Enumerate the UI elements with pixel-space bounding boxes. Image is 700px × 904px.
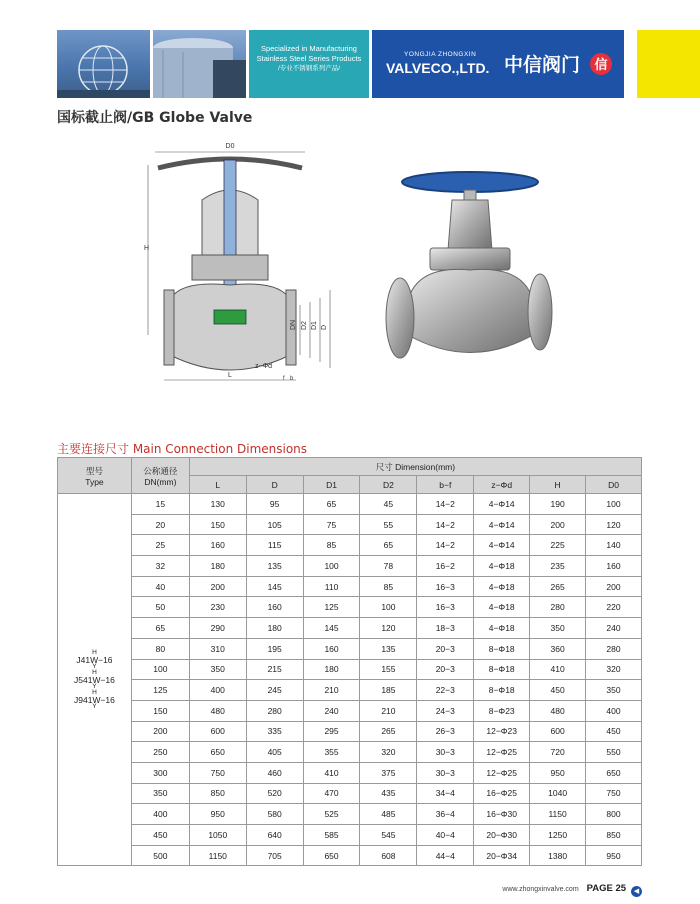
- dimension-cell: 950: [530, 762, 586, 783]
- dimension-cell: 950: [586, 845, 642, 866]
- table-row: [58, 597, 642, 618]
- dimension-cell: 130: [189, 494, 246, 515]
- dimension-cell: 135: [246, 556, 303, 577]
- table-row: [58, 804, 642, 825]
- dn-cell: 400: [131, 804, 189, 825]
- dimension-cell: 16−3: [417, 576, 474, 597]
- dimension-cell: 650: [303, 845, 360, 866]
- bonnet-shape: [192, 255, 268, 280]
- dimension-cell: 16−Φ25: [474, 783, 530, 804]
- h-label: H: [144, 245, 150, 252]
- page-title: 国标截止阀/GB Globe Valve: [57, 110, 253, 126]
- dimension-cell: 240: [586, 618, 642, 639]
- steel-tanks-image: [153, 30, 246, 98]
- dimension-cell: 100: [360, 597, 417, 618]
- dimension-cell: 640: [246, 825, 303, 846]
- table-row: [58, 845, 642, 866]
- d2-label: D2: [301, 321, 308, 330]
- table-row: [58, 680, 642, 701]
- dimension-cell: 600: [530, 721, 586, 742]
- type-sub-y: Y: [92, 702, 97, 710]
- dimension-cell: 180: [303, 659, 360, 680]
- dimension-cell: 460: [246, 762, 303, 783]
- header-photo-tanks: [153, 30, 246, 98]
- dimension-cell: 720: [530, 742, 586, 763]
- dimension-cell: 150: [189, 514, 246, 535]
- type-sub-h: H: [92, 688, 97, 696]
- table-row: [58, 535, 642, 556]
- type-cell: [58, 494, 132, 866]
- dimension-cell: 585: [303, 825, 360, 846]
- dimension-cell: 45: [360, 494, 417, 515]
- dimension-cell: 4−Φ14: [474, 494, 530, 515]
- dimension-cell: 180: [246, 618, 303, 639]
- tagline-line2: Stainless Steel Series Products: [256, 54, 362, 63]
- tagline-cn: /专业不锈钢系列产品/: [277, 65, 341, 72]
- dimension-cell: 225: [530, 535, 586, 556]
- dimension-cell: 110: [303, 576, 360, 597]
- header-type: [58, 458, 132, 494]
- table-row: [58, 618, 642, 639]
- dimension-cell: 4−Φ18: [474, 618, 530, 639]
- dimension-cell: 40−4: [417, 825, 474, 846]
- dimension-cell: 8−Φ18: [474, 638, 530, 659]
- globe-sculpture-image: [57, 30, 150, 98]
- dimension-cell: 410: [303, 762, 360, 783]
- dimension-cell: 210: [303, 680, 360, 701]
- header-type-cn: 型号: [85, 465, 103, 476]
- dimension-cell: 120: [586, 514, 642, 535]
- body-shape: [170, 284, 290, 370]
- dimension-cell: 18−3: [417, 618, 474, 639]
- dimension-cell: 245: [246, 680, 303, 701]
- brand-cn: 中信阀门: [504, 54, 581, 76]
- dn-cell: 450: [131, 825, 189, 846]
- dimension-cell: 215: [246, 659, 303, 680]
- dimension-cell: 155: [360, 659, 417, 680]
- dimension-cell: 525: [303, 804, 360, 825]
- dimension-cell: 16−3: [417, 597, 474, 618]
- dimension-cell: 1380: [530, 845, 586, 866]
- dimension-cell: 850: [586, 825, 642, 846]
- dimension-cell: 320: [360, 742, 417, 763]
- zd-label: z−Φd: [255, 363, 273, 370]
- dimension-cell: 26−3: [417, 721, 474, 742]
- dimension-cell: 800: [586, 804, 642, 825]
- brand-box: [372, 30, 624, 98]
- left-flange: [164, 290, 174, 365]
- photo-body: [408, 269, 533, 352]
- tagline-line1: Specialized in Manufacturing: [261, 44, 357, 53]
- dimension-cell: 1150: [530, 804, 586, 825]
- dimension-cell: 160: [189, 535, 246, 556]
- type-model: J941W−16: [74, 694, 115, 705]
- dimension-cell: 14−2: [417, 535, 474, 556]
- type-sub-h: H: [92, 668, 97, 676]
- dimension-cell: 22−3: [417, 680, 474, 701]
- dn-cell: 50: [131, 597, 189, 618]
- dimension-cell: 400: [586, 700, 642, 721]
- header-dn: [131, 458, 189, 494]
- dimension-cell: 280: [246, 700, 303, 721]
- header-col-bf: b−f: [417, 476, 474, 494]
- logo-glyph: 信: [594, 58, 608, 73]
- dimension-cell: 185: [360, 680, 417, 701]
- table-row: [58, 721, 642, 742]
- dimension-cell: 85: [360, 576, 417, 597]
- dn-cell: 20: [131, 514, 189, 535]
- dn-cell: 65: [131, 618, 189, 639]
- dn-cell: 25: [131, 535, 189, 556]
- dimension-cell: 4−Φ18: [474, 576, 530, 597]
- brand-name: VALVECO.,LTD.: [386, 60, 490, 76]
- dimension-cell: 145: [303, 618, 360, 639]
- d-label: D: [321, 324, 328, 330]
- dimension-cell: 750: [586, 783, 642, 804]
- dimension-cell: 200: [530, 514, 586, 535]
- dimension-cell: 14−2: [417, 514, 474, 535]
- dimension-cell: 210: [360, 700, 417, 721]
- dimension-cell: 75: [303, 514, 360, 535]
- dimension-cell: 24−3: [417, 700, 474, 721]
- dimension-cell: 1040: [530, 783, 586, 804]
- table-row: [58, 659, 642, 680]
- dimension-cell: 1250: [530, 825, 586, 846]
- dimension-cell: 230: [189, 597, 246, 618]
- dimension-cell: 14−2: [417, 494, 474, 515]
- dn-cell: 80: [131, 638, 189, 659]
- dimension-cell: 4−Φ14: [474, 535, 530, 556]
- table-row: [58, 783, 642, 804]
- dimension-cell: 30−3: [417, 742, 474, 763]
- type-sub-y: Y: [92, 662, 97, 670]
- dimension-table: [57, 457, 642, 866]
- dimension-cell: 750: [189, 762, 246, 783]
- dimension-cell: 295: [303, 721, 360, 742]
- dimension-cell: 160: [586, 556, 642, 577]
- dn-cell: 250: [131, 742, 189, 763]
- dimension-cell: 265: [530, 576, 586, 597]
- dimension-cell: 350: [189, 659, 246, 680]
- l-label: L: [228, 372, 232, 379]
- dimension-cell: 580: [246, 804, 303, 825]
- dimension-cell: 195: [246, 638, 303, 659]
- disc-shape: [214, 310, 246, 324]
- dimension-cell: 600: [189, 721, 246, 742]
- dn-cell: 150: [131, 700, 189, 721]
- dimension-cell: 100: [303, 556, 360, 577]
- type-sub-y: Y: [92, 682, 97, 690]
- dimension-cell: 160: [246, 597, 303, 618]
- dimension-cell: 4−Φ18: [474, 556, 530, 577]
- header-col-d0: D0: [586, 476, 642, 494]
- dimension-cell: 410: [530, 659, 586, 680]
- dimension-cell: 135: [360, 638, 417, 659]
- dimension-cell: 520: [246, 783, 303, 804]
- dimension-cell: 1150: [189, 845, 246, 866]
- header-type-en: Type: [85, 476, 104, 487]
- dimension-cell: 435: [360, 783, 417, 804]
- dimension-cell: 400: [189, 680, 246, 701]
- dimension-cell: 650: [189, 742, 246, 763]
- dimension-cell: 190: [530, 494, 586, 515]
- dimension-cell: 85: [303, 535, 360, 556]
- header-tagline-box: [249, 30, 369, 98]
- dimension-cell: 20−Φ34: [474, 845, 530, 866]
- dn-cell: 500: [131, 845, 189, 866]
- blue-handwheel: [402, 172, 538, 192]
- dimension-cell: 608: [360, 845, 417, 866]
- dimension-cell: 8−Φ18: [474, 680, 530, 701]
- dimension-cell: 220: [586, 597, 642, 618]
- dimension-cell: 95: [246, 494, 303, 515]
- dimension-cell: 235: [530, 556, 586, 577]
- dn-cell: 200: [131, 721, 189, 742]
- dimension-cell: 8−Φ18: [474, 659, 530, 680]
- prev-page-arrow-icon[interactable]: ◀: [631, 886, 642, 897]
- dimension-cell: 65: [360, 535, 417, 556]
- dimension-cell: 405: [246, 742, 303, 763]
- d1-label: D1: [311, 321, 318, 330]
- dimension-cell: 44−4: [417, 845, 474, 866]
- photo-left-flange: [386, 278, 414, 358]
- d0-label: D0: [225, 143, 235, 150]
- header-col-d1: D1: [303, 476, 360, 494]
- dn-cell: 350: [131, 783, 189, 804]
- dimension-cell: 105: [246, 514, 303, 535]
- dimension-cell: 290: [189, 618, 246, 639]
- table-body: [58, 494, 642, 866]
- dimension-cell: 545: [360, 825, 417, 846]
- photo-yoke: [448, 200, 492, 250]
- table-row: [58, 556, 642, 577]
- dimension-cell: 20−3: [417, 659, 474, 680]
- dimension-cell: 355: [303, 742, 360, 763]
- dimension-cell: 4−Φ14: [474, 514, 530, 535]
- logo-mark-icon: [590, 53, 612, 75]
- type-model: J41W−16: [76, 654, 113, 665]
- f-label: f: [283, 376, 285, 382]
- dimension-cell: 8−Φ23: [474, 700, 530, 721]
- dimension-cell: 265: [360, 721, 417, 742]
- dimension-cell: 200: [189, 576, 246, 597]
- b-label: b: [290, 376, 294, 382]
- brand-logo-icon: [590, 53, 612, 75]
- dimension-cell: 450: [530, 680, 586, 701]
- header-band: [0, 0, 700, 100]
- header-col-d2: D2: [360, 476, 417, 494]
- dimension-cell: 145: [246, 576, 303, 597]
- section-title: 主要连接尺寸 Main Connection Dimensions: [57, 442, 308, 456]
- dimension-cell: 34−4: [417, 783, 474, 804]
- dimension-cell: 200: [586, 576, 642, 597]
- dimension-cell: 16−Φ30: [474, 804, 530, 825]
- photo-right-flange: [528, 274, 552, 350]
- header-dn-cn: 公称通径: [143, 465, 178, 476]
- dimension-cell: 160: [303, 638, 360, 659]
- dimension-cell: 480: [530, 700, 586, 721]
- header-col-l: L: [189, 476, 246, 494]
- dn-label: DN: [290, 319, 297, 330]
- dimension-cell: 470: [303, 783, 360, 804]
- valve-section-drawing: [140, 130, 360, 390]
- dimension-cell: 12−Φ25: [474, 742, 530, 763]
- header-dn-en: DN(mm): [144, 476, 177, 487]
- dn-cell: 300: [131, 762, 189, 783]
- dimension-cell: 650: [586, 762, 642, 783]
- dn-cell: 100: [131, 659, 189, 680]
- globe-valve-photo: [378, 170, 558, 380]
- header-col-h: H: [530, 476, 586, 494]
- dimension-cell: 850: [189, 783, 246, 804]
- table-row: [58, 576, 642, 597]
- header-photo-globe: [57, 30, 150, 98]
- dimension-cell: 180: [189, 556, 246, 577]
- dimension-cell: 20−3: [417, 638, 474, 659]
- page-number: PAGE 25: [586, 883, 627, 894]
- photo-bonnet: [430, 248, 510, 270]
- dimension-cell: 950: [189, 804, 246, 825]
- header-col-d: D: [246, 476, 303, 494]
- dimension-cell: 20−Φ30: [474, 825, 530, 846]
- dn-cell: 32: [131, 556, 189, 577]
- table-row: [58, 700, 642, 721]
- header-dimension: 尺寸 Dimension(mm): [189, 458, 641, 476]
- dimension-cell: 350: [530, 618, 586, 639]
- dimension-cell: 65: [303, 494, 360, 515]
- dimension-cell: 12−Φ23: [474, 721, 530, 742]
- dimension-cell: 450: [586, 721, 642, 742]
- dimension-cell: 4−Φ18: [474, 597, 530, 618]
- dimension-cell: 240: [303, 700, 360, 721]
- dimension-cell: 550: [586, 742, 642, 763]
- table-header-row: [58, 458, 642, 476]
- dimension-cell: 100: [586, 494, 642, 515]
- dimension-cell: 115: [246, 535, 303, 556]
- dimension-cell: 375: [360, 762, 417, 783]
- dimension-cell: 55: [360, 514, 417, 535]
- dimension-cell: 320: [586, 659, 642, 680]
- dimension-cell: 280: [586, 638, 642, 659]
- dimension-cell: 485: [360, 804, 417, 825]
- table-row: [58, 742, 642, 763]
- dimension-cell: 16−2: [417, 556, 474, 577]
- header-yellow-block: [637, 30, 700, 98]
- dimension-cell: 705: [246, 845, 303, 866]
- dimension-cell: 280: [530, 597, 586, 618]
- type-model: J541W−16: [74, 674, 115, 685]
- dimension-cell: 480: [189, 700, 246, 721]
- dimension-cell: 30−3: [417, 762, 474, 783]
- dimension-cell: 335: [246, 721, 303, 742]
- dimension-cell: 140: [586, 535, 642, 556]
- table-row: [58, 825, 642, 846]
- dn-cell: 125: [131, 680, 189, 701]
- dn-cell: 40: [131, 576, 189, 597]
- table-row: [58, 514, 642, 535]
- dimension-cell: 125: [303, 597, 360, 618]
- brand-small-text: YONGJIA ZHONGXIN: [404, 51, 477, 58]
- dimension-cell: 78: [360, 556, 417, 577]
- dimension-cell: 360: [530, 638, 586, 659]
- dimension-cell: 310: [189, 638, 246, 659]
- dimension-cell: 120: [360, 618, 417, 639]
- footer-url: www.zhongxinvalve.com: [502, 886, 579, 893]
- table-row: [58, 638, 642, 659]
- dimension-cell: 12−Φ25: [474, 762, 530, 783]
- table-row: [58, 494, 642, 515]
- header-col-zd: z−Φd: [474, 476, 530, 494]
- type-sub-h: H: [92, 648, 97, 656]
- footer: [502, 883, 642, 897]
- dimension-cell: 1050: [189, 825, 246, 846]
- dimension-cell: 350: [586, 680, 642, 701]
- table-row: [58, 762, 642, 783]
- dimension-cell: 36−4: [417, 804, 474, 825]
- dn-cell: 15: [131, 494, 189, 515]
